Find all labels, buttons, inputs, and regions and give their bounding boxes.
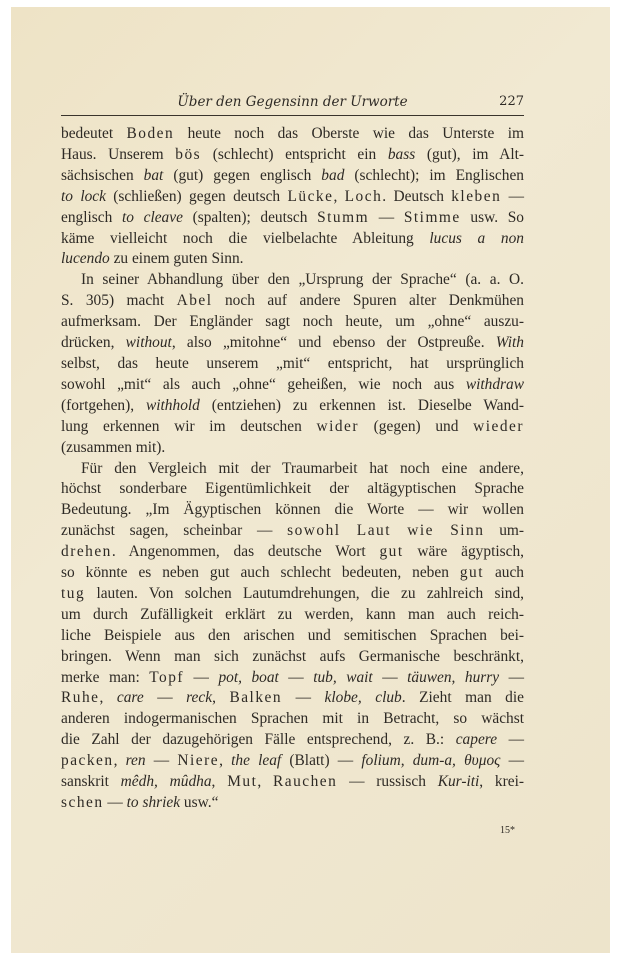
text-run: sächsischen [61,166,144,184]
text-run: — [145,752,178,770]
italic-text: reck [186,689,213,707]
text-run: aufmerksam. Der Engländer sagt noch heute, um „ohne“ auszu- [61,313,524,331]
text-run: — [497,731,524,749]
text-line [61,793,524,814]
text-run: so könnte es neben gut auch schlecht bedeuten, neben [61,564,460,582]
text-run: liche Beispiele aus den arischen und semitischen Sprachen bei- [61,626,524,644]
spaced-text: Lücke [287,187,334,205]
text-run: — [369,208,404,226]
spaced-text: Stumm [317,208,370,226]
text-run: selbst, das heute unserem „mit“ entspricht, hat ursprünglich [61,354,524,372]
running-title: Über den Gegensinn der Urworte [177,94,408,110]
text-line [61,605,524,626]
text-line [61,751,524,772]
italic-text: to cleave [121,208,183,226]
text-run: anderen indogermanischen Sprachen mit in Betracht, so wächst [61,710,524,728]
text-run: auch [484,564,525,582]
italic-text: pot, boat [218,668,279,686]
spaced-text: gut [459,564,485,582]
text-run: heute noch das Oberste wie das Unterste im [174,125,524,142]
italic-text: With [495,334,524,352]
text-run: (entziehen) zu erkennen ist. Dieselbe Wand- [199,396,525,414]
italic-text: to shriek [126,794,181,811]
text-line [61,396,524,417]
spaced-text: Topf [149,668,185,686]
text-line [61,500,524,521]
text-run: zunächst sagen, scheinbar — [61,522,288,540]
text-run: , krei- [479,773,524,791]
text-run: (spalten); deutsch [182,208,318,226]
spaced-text: bös [175,145,202,163]
text-run: . Angenommen, das deutsche Wort [111,543,380,561]
text-run: . Zieht man die [401,689,524,707]
text-run: wäre ägyptisch, [403,543,524,561]
spaced-text: Abel [176,292,213,310]
spaced-text: Balken [229,689,283,707]
text-run: um- [484,522,524,540]
text-run: — russisch [337,773,438,791]
text-line [61,187,524,208]
italic-text: lucus a non [429,229,524,247]
text-line [61,688,524,709]
text-run: , [333,187,345,205]
text-run: . Deutsch [382,187,452,205]
italic-text: bass [387,145,416,163]
italic-text: klobe, club [324,689,402,707]
text-run: — [372,668,408,686]
spaced-text: schen [61,794,104,811]
spaced-text: Ruhe [61,689,100,707]
italic-text: bat [143,166,164,184]
spaced-text: Loch [344,187,383,205]
italic-text: care [116,689,144,707]
text-run: (Blatt) — [281,752,362,770]
text-line [61,709,524,730]
text-line [61,208,524,229]
text-run: sanskrit [61,773,121,791]
text-run: Für den Vergleich mit der Traumarbeit hat noch eine andere, [81,459,524,477]
text-line [61,375,524,396]
text-run: lung erkennen wir im deutschen [61,417,317,435]
italic-text: täuwen, hurry [407,668,500,686]
text-run: lauten. Von solchen Lautumdrehungen, die zu zahlreich sind, [85,584,524,602]
italic-text: without [125,334,172,352]
text-run: — [143,689,187,707]
italic-text: the leaf [231,752,282,770]
text-line [61,668,524,689]
text-line [61,354,524,375]
text-run: die Zahl der dazugehörigen Fälle entsprechend, z. B.: [61,731,456,749]
text-run: bedeutet [61,125,127,142]
text-run: — [282,689,325,707]
italic-text: bad [321,166,345,184]
text-line [61,772,524,793]
italic-text: withhold [145,396,200,414]
text-run: — [500,752,524,770]
text-run: usw.“ [180,794,219,811]
spaced-text: packen [61,752,114,770]
text-line [61,270,524,291]
text-run: — [184,668,219,686]
spaced-text: kleben [451,187,502,205]
text-line [61,417,524,438]
text-line [61,249,524,270]
text-run: — [278,668,314,686]
italic-text: withdraw [465,375,524,393]
text-run: , [211,773,228,791]
text-line [61,584,524,605]
text-run: drücken, [61,334,126,352]
text-run: merke man: [61,668,150,686]
text-line [61,626,524,647]
text-line [61,647,524,668]
text-line [61,166,524,187]
text-line [61,124,524,145]
spaced-text: Stimme [403,208,461,226]
text-run: S. 305) macht [61,292,177,310]
text-run: , [212,689,230,707]
text-run: um durch Zufälligkeit erklärt zu werden, kann man auch reich- [61,605,524,623]
book-page [11,7,610,953]
italic-text: tub, wait [313,668,373,686]
text-run: , [219,752,232,770]
text-run: usw. So [460,208,524,226]
italic-text: ren [125,752,146,770]
text-line [61,229,524,250]
italic-text: to lock [61,187,106,205]
text-line [61,145,524,166]
text-line [61,438,524,459]
text-run: englisch [61,208,122,226]
text-run: käme vielleicht noch die vielbelachte Ableitung [61,229,430,247]
text-run: — [501,187,524,205]
text-run: Bedeutung. „Im Ägyptischen können die Worte — wir wollen [61,501,524,519]
spaced-text: drehen [61,543,112,561]
text-run: , also „mitohne“ und ebenso der Ostpreuße. [171,334,496,352]
text-run: (schlecht); im Englischen [344,166,524,184]
page-number: 227 [499,94,524,109]
text-run: (zusammen mit). [61,438,166,456]
text-run: (fortgehen), [61,396,146,414]
text-line [61,730,524,751]
text-run: (gut), im Alt- [415,145,525,163]
text-line [61,479,524,500]
text-line [61,563,524,584]
text-run: (schlecht) entspricht ein [201,145,388,163]
text-run: sowohl „mit“ als auch „ohne“ geheißen, wie noch aus [61,375,466,393]
text-run: Haus. Unserem [61,145,176,163]
text-run: — [499,668,524,686]
spaced-text: gut [379,543,404,561]
spaced-text: Rauchen [272,773,338,791]
spaced-text: sowohl Laut wie Sinn [287,522,485,540]
text-run: höchst sonderbare Eigentümlichkeit der altägyptischen Sprache [61,480,524,498]
text-line [61,521,524,542]
text-run: , [99,689,117,707]
spaced-text: Niere [177,752,220,770]
text-run: bringen. Wenn man sich zunächst aufs Germanische beschränkt, [61,647,524,665]
text-line [61,542,524,563]
text-run: (schließen) gegen deutsch [105,187,288,205]
text-run: zu einem guten Sinn. [109,250,244,268]
spaced-text: wider [316,417,359,435]
spaced-text: tug [61,584,86,602]
italic-text: lucendo [61,250,110,268]
text-run: (gut) gegen englisch [163,166,322,184]
text-line [61,459,524,480]
text-line [61,312,524,333]
text-line [61,291,524,312]
text-line [61,333,524,354]
italic-text: capere [455,731,498,749]
italic-text: Kur-iti [437,773,480,791]
running-header [61,93,524,116]
text-run: , [257,773,273,791]
text-run: , [113,752,126,770]
italic-text: mêdh, mûdha [120,773,212,791]
italic-text: folium, dum-a, θυμος [361,752,501,770]
spaced-text: wieder [473,417,524,435]
text-run: In seiner Abhandlung über den „Ursprung der Sprache“ (a. a. O. [81,271,524,289]
signature-mark: 15* [500,825,515,836]
text-run: — [103,794,127,811]
text-run: (gegen) und [359,417,474,435]
spaced-text: Mut [227,773,258,791]
body-text [61,124,524,814]
spaced-text: Boden [126,125,175,142]
text-run: noch auf andere Spuren alter Denkmühen [212,292,524,310]
